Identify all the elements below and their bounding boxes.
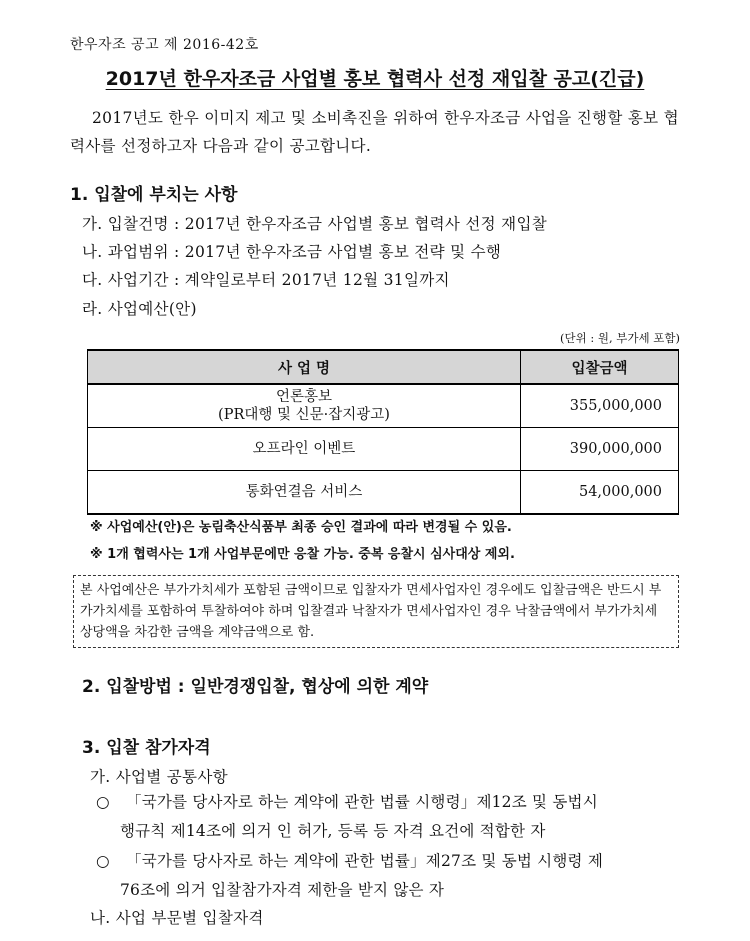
column-header-amount: 입찰금액 bbox=[521, 350, 679, 384]
qualification-line: 행규칙 제14조에 의거 인 허가, 등록 등 자격 요건에 적합한 자 bbox=[120, 822, 546, 840]
table-cell-name: 오프라인 이벤트 bbox=[88, 428, 521, 471]
qualification-bullet: ○ bbox=[96, 852, 110, 870]
table-cell-amount: 355,000,000 bbox=[521, 384, 679, 428]
section1-heading: 1. 입찰에 부치는 사항 bbox=[70, 185, 238, 205]
table-cell-amount: 390,000,000 bbox=[521, 428, 679, 471]
section1-item-budget: 라. 사업예산(안) bbox=[82, 300, 197, 318]
section2-heading: 2. 입찰방법 : 일반경쟁입찰, 협상에 의한 계약 bbox=[82, 677, 429, 697]
table-cell-name bbox=[88, 384, 521, 428]
qualification-bullet: ○ bbox=[96, 793, 110, 811]
qualification-line: 「국가를 당사자로 하는 계약에 관한 법률」제27조 및 동법 시행령 제 bbox=[126, 852, 603, 870]
table-cell-amount: 54,000,000 bbox=[521, 471, 679, 515]
page-title bbox=[0, 64, 750, 91]
qualification-line: 76조에 의거 입찰참가자격 제한을 받지 않은 자 bbox=[120, 881, 445, 899]
page-title-text: 2017년 한우자조금 사업별 홍보 협력사 선정 재입찰 공고(긴급) bbox=[105, 68, 645, 90]
table-row bbox=[88, 428, 679, 471]
section3-sub-common: 가. 사업별 공통사항 bbox=[90, 768, 228, 786]
section3-heading: 3. 입찰 참가자격 bbox=[82, 738, 211, 758]
table-cell-name: 통화연결음 서비스 bbox=[88, 471, 521, 515]
table-row bbox=[88, 384, 679, 428]
section1-item-period: 다. 사업기간 : 계약일로부터 2017년 12월 31일까지 bbox=[82, 271, 450, 289]
table-row bbox=[88, 471, 679, 515]
budget-table bbox=[87, 349, 679, 515]
qualification-line: 「국가를 당사자로 하는 계약에 관한 법률 시행령」제12조 및 동법시 bbox=[126, 793, 598, 811]
vat-notice-box: 본 사업예산은 부가가치세가 포함된 금액이므로 입찰자가 면세사업자인 경우에도 입찰금액은 반드시 부가가치세를 포함하여 투찰하여야 하며 입찰결과 낙찰자가 면세사업자인 경우 낙찰금액에서 부가가치세 상당액을 차감한 금액을 계약금액으로 함. bbox=[73, 575, 679, 648]
unit-note: (단위 : 원, 부가세 포함) bbox=[560, 331, 680, 345]
section3-sub-by-division: 나. 사업 부문별 입찰자격 bbox=[90, 909, 264, 927]
single-bid-note: ※ 1개 협력사는 1개 사업부문에만 응찰 가능. 중복 응찰시 심사대상 제외. bbox=[90, 547, 515, 562]
column-header-name: 사 업 명 bbox=[88, 350, 521, 384]
section1-item-scope: 나. 과업범위 : 2017년 한우자조금 사업별 홍보 전략 및 수행 bbox=[82, 243, 502, 261]
document-number: 한우자조 공고 제 2016-42호 bbox=[70, 37, 259, 53]
section1-item-title: 가. 입찰건명 : 2017년 한우자조금 사업별 홍보 협력사 선정 재입찰 bbox=[82, 215, 547, 233]
budget-change-note: ※ 사업예산(안)은 농림축산식품부 최종 승인 결과에 따라 변경될 수 있음. bbox=[90, 520, 512, 535]
row-name: 언론홍보 bbox=[275, 389, 333, 405]
budget-table-header bbox=[88, 350, 679, 384]
intro-paragraph: 2017년도 한우 이미지 제고 및 소비촉진을 위하여 한우자조금 사업을 진행할 홍보 협력사를 선정하고자 다음과 같이 공고합니다. bbox=[70, 109, 679, 155]
row-name-sub: (PR대행 및 신문·잡지광고) bbox=[218, 407, 390, 423]
